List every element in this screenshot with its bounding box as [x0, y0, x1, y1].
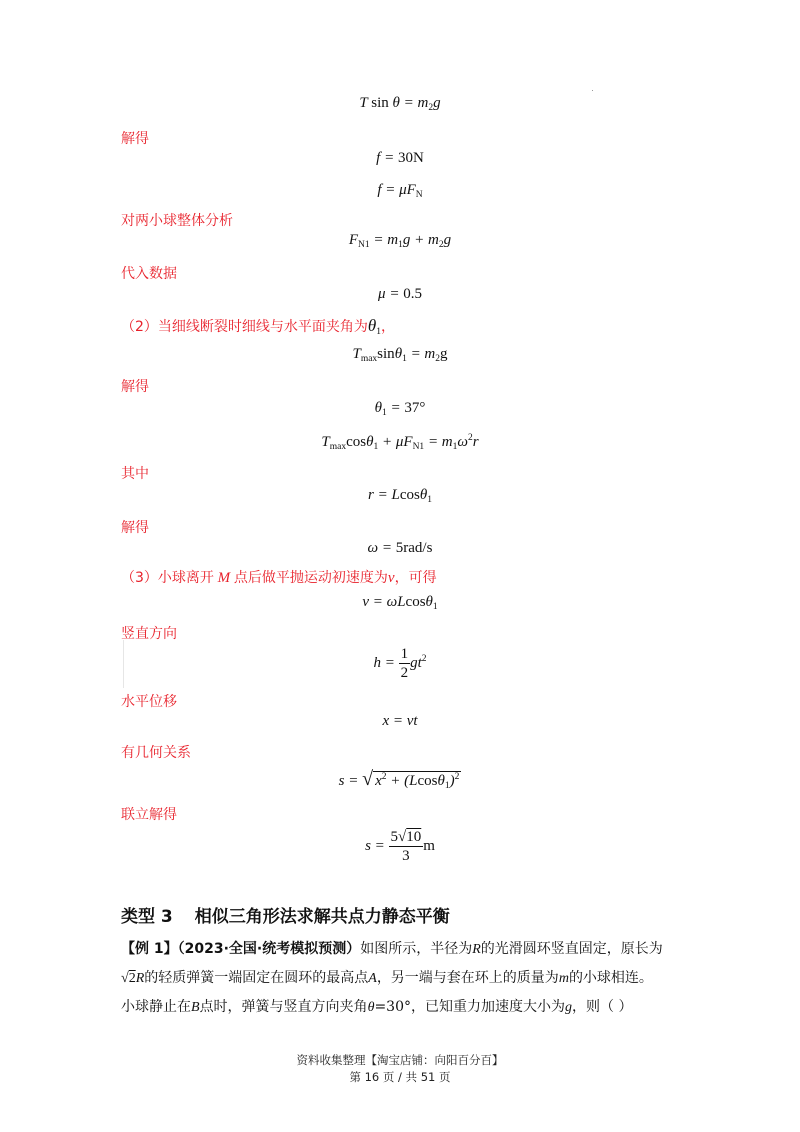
equation-tmax-vertical: $T_{max}\sin\theta_1 = m_2g$ [352, 346, 448, 364]
example-line-1: 【例 1】（2023·全国·统考模拟预测）如图所示，半径为R的光滑圆环竖直固定，原长为 [121, 941, 663, 957]
equation-final-distance: s = $\frac{5√10}{3}$ m [365, 829, 435, 864]
where-label: 其中 [121, 466, 149, 482]
equation-tension-vertical: T $\sin \theta = m_2g$ [359, 95, 441, 113]
solution-label: 解得 [121, 131, 149, 147]
scan-speck [592, 90, 593, 91]
equation-theta-value: $\theta_1 = 37^\circ$ [374, 400, 426, 418]
equation-velocity: v = ωLcosθ$_1$ [362, 594, 438, 612]
equation-friction-value: f = 30N [376, 150, 424, 166]
footer-source: 资料收集整理【淘宝店铺：向阳百分百】 [296, 1053, 504, 1067]
part3-label: （3）小球离开 M 点后做平抛运动初速度为v，可得 [121, 570, 437, 586]
example-line-2: √2R的轻质弹簧一端固定在圆环的最高点A，另一端与套在环上的质量为m的小球相连。 [121, 970, 653, 986]
part2-label: （2）当细线断裂时细线与水平面夹角为$\theta_1$， [121, 316, 396, 337]
combined-solution-label: 联立解得 [121, 807, 177, 823]
equation-horizontal: x = vt [382, 713, 418, 729]
equation-mu-value: μ = 0.5 [378, 286, 422, 302]
section-heading: 类型 3 相似三角形法求解共点力静态平衡 [121, 907, 450, 927]
solution-label: 解得 [121, 520, 149, 536]
equation-normal-force: $F_{N1} = m_1g + m_2g$ [348, 232, 452, 250]
example-line-3: 小球静止在B点时，弹簧与竖直方向夹角θ=30°，已知重力加速度大小为g，则（ ） [121, 999, 633, 1015]
equation-height: h = $\frac{1}{2}$ $gt^2$ [373, 646, 427, 681]
geometry-label: 有几何关系 [121, 745, 191, 761]
substitute-label: 代入数据 [121, 266, 177, 282]
system-analysis-label: 对两小球整体分析 [121, 213, 233, 229]
equation-centripetal: $T_{max}\cos\theta_1 + \mu F_{N1} = m_1\omega^2r$ [321, 433, 479, 452]
vertical-direction-label: 竖直方向 [121, 626, 177, 642]
equation-omega-value: ω = 5rad/s [367, 540, 433, 556]
equation-distance: s = √ $x^2 + (Lcos\theta_1)^2$ [338, 768, 460, 791]
horizontal-displacement-label: 水平位移 [121, 694, 177, 710]
equation-radius: r = Lcosθ$_1$ [368, 487, 432, 505]
page-number: 第 16 页 / 共 51 页 [349, 1070, 451, 1084]
solution-label: 解得 [121, 379, 149, 395]
equation-friction-formula: $f = \mu F_N$ [377, 182, 423, 200]
